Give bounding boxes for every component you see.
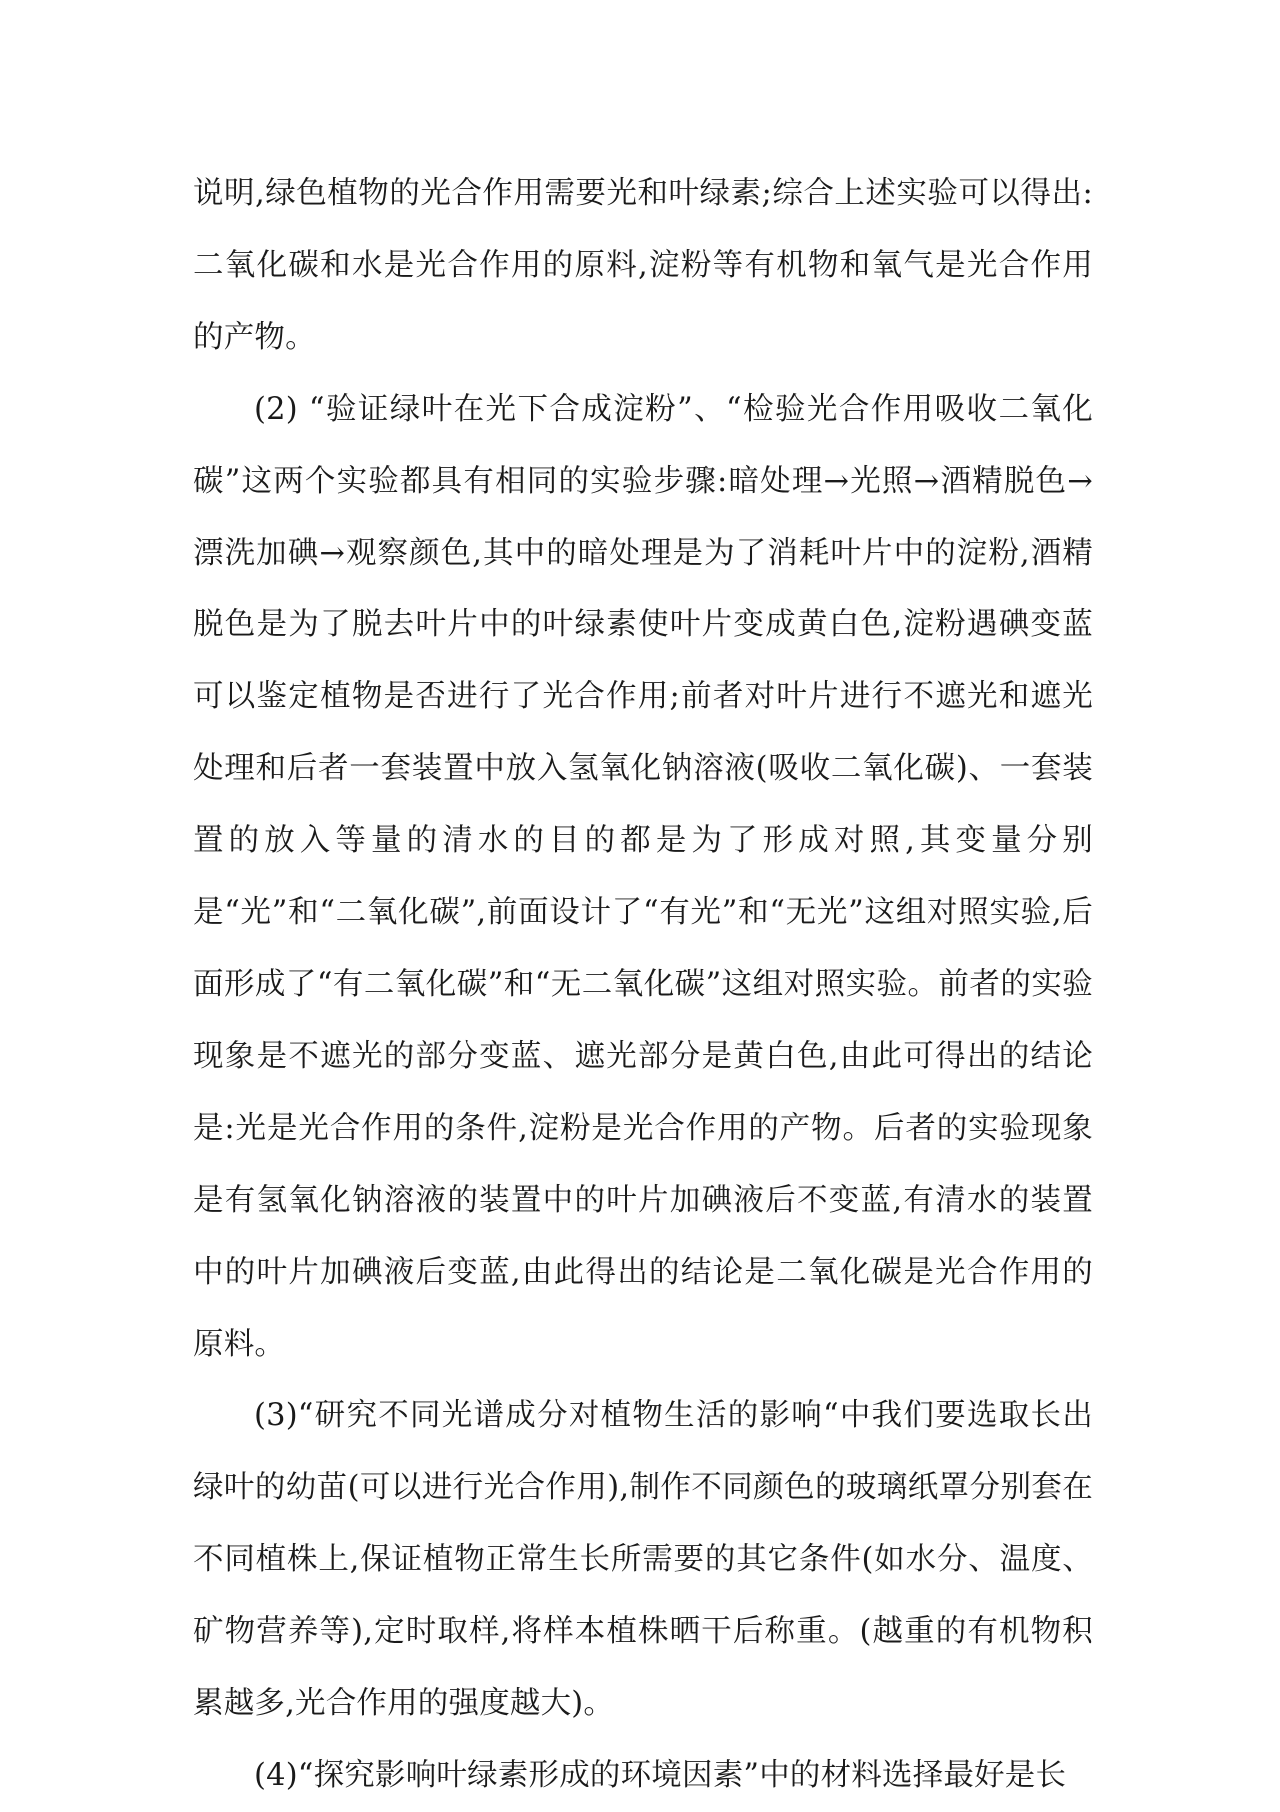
document-body bbox=[193, 158, 1093, 1812]
paragraph-3: (3)“研究不同光谱成分对植物生活的影响“中我们要选取长出绿叶的幼苗(可以进行光合作用),制作不同颜色的玻璃纸罩分别套在不同植株上,保证植物正常生长所需要的其它条件(如水分、温度、矿物营养等),定时取样,将样本植株晒干后称重。(越重的有机物积累越多,光合作用的强度越大)。 bbox=[193, 1398, 1093, 1722]
paragraph-1: 说明,绿色植物的光合作用需要光和叶绿素;综合上述实验可以得出:二氧化碳和水是光合作用的原料,淀粉等有机物和氧气是光合作用的产物。 bbox=[193, 176, 1093, 355]
paragraph-4: (4)“探究影响叶绿素形成的环境因素”中的材料选择最好是长 bbox=[254, 1757, 1067, 1793]
paragraph-2: (2) “验证绿叶在光下合成淀粉”、“检验光合作用吸收二氧化碳”这两个实验都具有相同的实验步骤:暗处理→光照→酒精脱色→漂洗加碘→观察颜色,其中的暗处理是为了消耗叶片中的淀粉,酒精脱色是为了脱去叶片中的叶绿素使叶片变成黄白色,淀粉遇碘变蓝可以鉴定植物是否进行了光合作用;前者对叶片进行不遮光和遮光处理和后者一套装置中放入氢氧化钠溶液(吸收二氧化碳)、一套装置的放入等量的清水的目的都是为了形成对照,其变量分别是“光”和“二氧化碳”,前面设计了“有光”和“无光”这组对照实验,后面形成了“有二氧化碳”和“无二氧化碳”这组对照实验。前者的实验现象是不遮光的部分变蓝、遮光部分是黄白色,由此可得出的结论是:光是光合作用的条件,淀粉是光合作用的产物。后者的实验现象是有氢氧化钠溶液的装置中的叶片加碘液后不变蓝,有清水的装置中的叶片加碘液后变蓝,由此得出的结论是二氧化碳是光合作用的原料。 bbox=[193, 391, 1093, 1362]
